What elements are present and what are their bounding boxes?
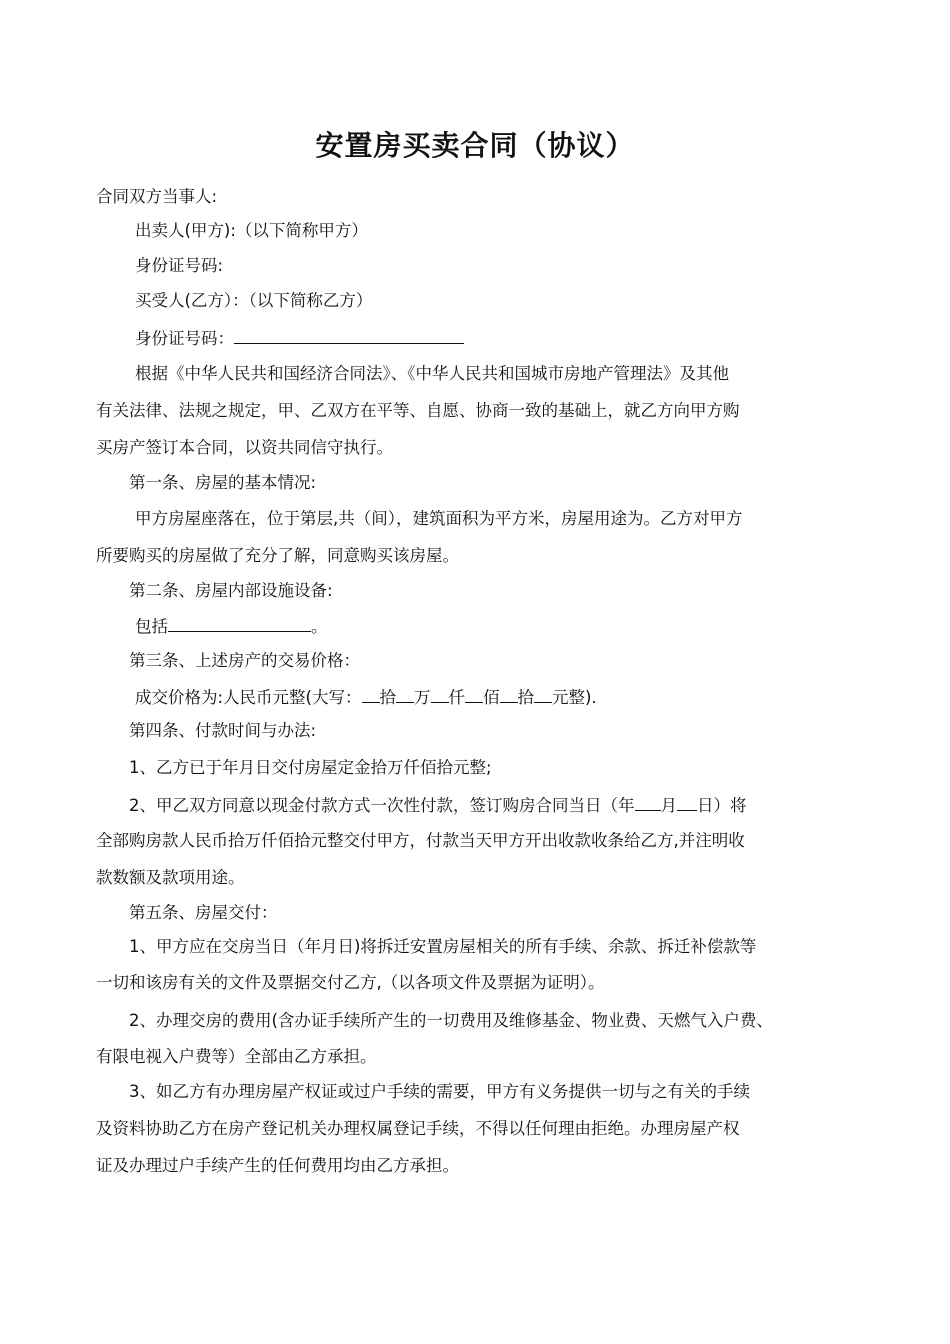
price-text-1: 成交价格为:人民币元整(大写： — [135, 688, 362, 707]
price-blank-1 — [362, 686, 380, 703]
seller-id-line: 身份证号码: — [135, 256, 224, 275]
preamble-line-2: 有关法律、法规之规定，甲、乙双方在平等、自愿、协商一致的基础上，就乙方向甲方购 — [96, 401, 740, 420]
parties-heading: 合同双方当事人: — [96, 187, 218, 206]
article4-item-2-text-a: 2、甲乙双方同意以现金付款方式一次性付款，签订购房合同当日（年 — [129, 796, 635, 815]
price-blank-2 — [396, 686, 414, 703]
article5-item-1-line-2: 一切和该房有关的文件及票据交付乙方,（以各项文件及票据为证明）。 — [96, 973, 605, 992]
article5-heading: 第五条、房屋交付： — [129, 903, 278, 922]
article5-item-3-line-1: 3、如乙方有办理房屋产权证或过户手续的需要，甲方有义务提供一切与之有关的手续 — [129, 1082, 750, 1101]
buyer-id-line — [135, 327, 464, 349]
article5-item-3-line-2: 及资料协助乙方在房产登记机关办理权属登记手续，不得以任何理由拒绝。办理房屋产权 — [96, 1119, 740, 1138]
price-text-7: 元整). — [552, 688, 597, 707]
buyer-id-label: 身份证号码： — [135, 329, 234, 348]
facilities-blank — [168, 615, 311, 632]
article5-item-1-line-1: 1、甲方应在交房当日（年月日)将拆迁安置房屋相关的所有手续、余款、拆迁补偿款等 — [129, 937, 757, 956]
article2-body — [135, 615, 328, 637]
preamble-line-1: 根据《中华人民共和国经济合同法》、《中华人民共和国城市房地产管理法》及其他 — [135, 364, 729, 383]
article4-item-2-line-1 — [129, 794, 747, 816]
buyer-id-blank — [234, 327, 464, 344]
article3-heading: 第三条、上述房产的交易价格： — [129, 651, 360, 670]
price-blank-5 — [500, 686, 518, 703]
buyer-line: 买受人(乙方）：（以下简称乙方） — [135, 291, 373, 310]
article1-line-1: 甲方房屋座落在，位于第层,共（间），建筑面积为平方米，房屋用途为。乙方对甲方 — [135, 509, 743, 528]
preamble-line-3: 买房产签订本合同，以资共同信守执行。 — [96, 438, 393, 457]
document-title: 安置房买卖合同（协议） — [315, 129, 635, 162]
article2-heading: 第二条、房屋内部设施设备: — [129, 581, 333, 600]
article1-line-2: 所要购买的房屋做了充分了解，同意购买该房屋。 — [96, 546, 459, 565]
article2-prefix: 包括 — [135, 617, 168, 636]
price-line — [135, 686, 597, 708]
price-blank-6 — [534, 686, 552, 703]
price-text-3: 万 — [414, 688, 431, 707]
article5-item-2-line-1: 2、办理交房的费用(含办证手续所产生的一切费用及维修基金、物业费、天燃气入户费、 — [129, 1011, 773, 1030]
day-blank — [677, 794, 697, 811]
article4-item-2-text-c: 日）将 — [697, 796, 747, 815]
seller-line: 出卖人(甲方):（以下简称甲方） — [135, 221, 368, 240]
article1-heading: 第一条、房屋的基本情况: — [129, 473, 317, 492]
price-blank-4 — [465, 686, 483, 703]
price-text-5: 佰 — [483, 688, 500, 707]
price-text-2: 拾 — [379, 688, 396, 707]
article4-item-2-text-b: 月 — [660, 796, 677, 815]
article5-item-2-line-2: 有限电视入户费等）全部由乙方承担。 — [96, 1047, 377, 1066]
price-text-6: 拾 — [517, 688, 534, 707]
article4-item-2-line-2: 全部购房款人民币拾万仟佰拾元整交付甲方，付款当天甲方开出收款收条给乙方,并注明收 — [96, 831, 745, 850]
price-text-4: 仟 — [448, 688, 465, 707]
article5-item-3-line-3: 证及办理过户手续产生的任何费用均由乙方承担。 — [96, 1156, 459, 1175]
article4-item-2-line-3: 款数额及款项用途。 — [96, 868, 245, 887]
article4-item-1: 1、乙方已于年月日交付房屋定金拾万仟佰拾元整; — [129, 758, 492, 777]
price-blank-3 — [431, 686, 449, 703]
article4-heading: 第四条、付款时间与办法: — [129, 721, 317, 740]
month-blank — [635, 794, 661, 811]
article2-suffix: 。 — [311, 617, 328, 636]
